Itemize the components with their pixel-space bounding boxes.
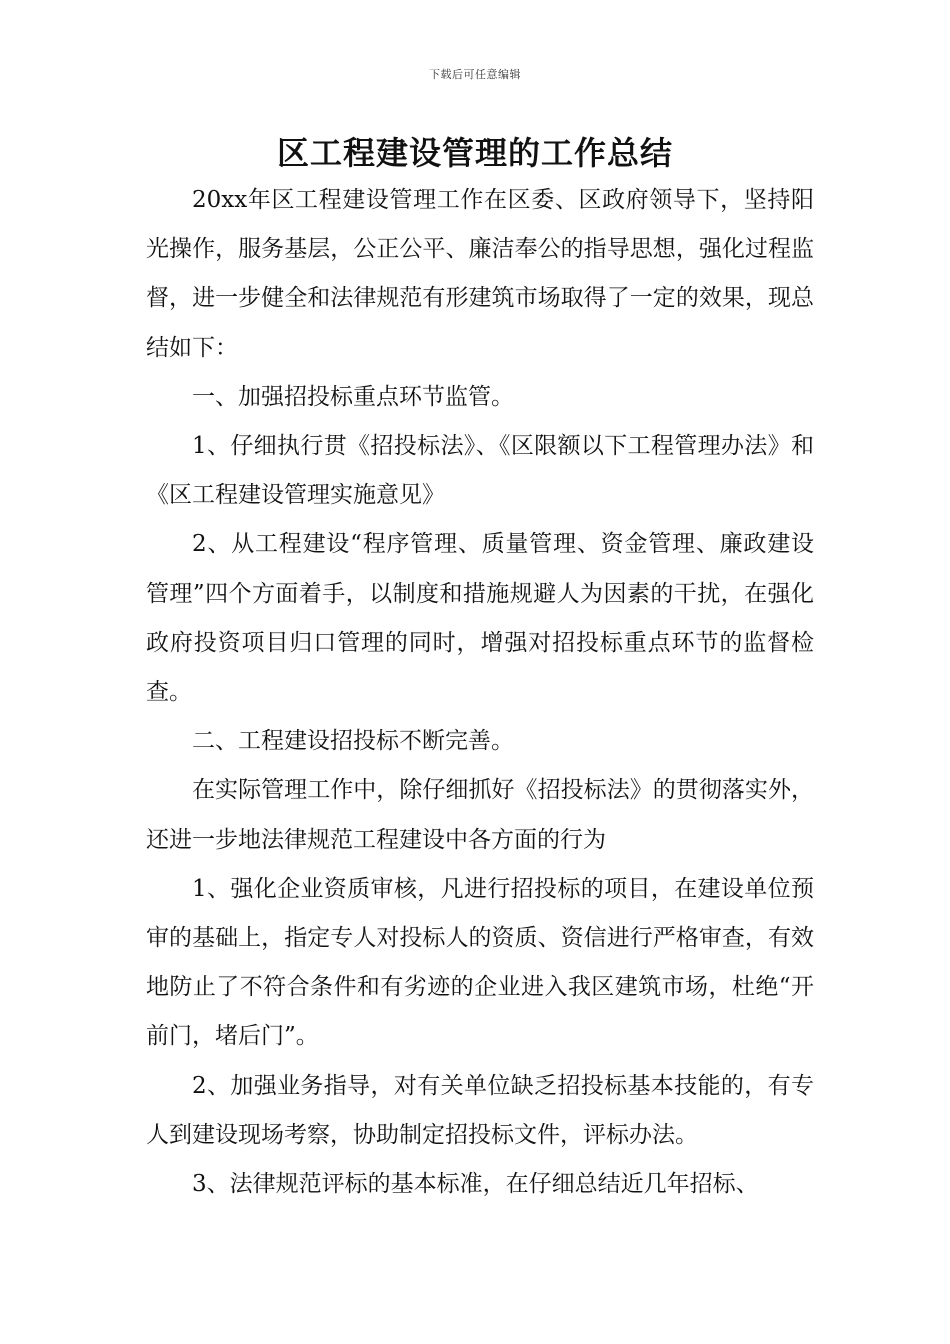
paragraph-text: 在实际管理工作中，除仔细抓好《招投标法》的贯彻落实外，还进一步地法律规范工程建设中各方面的行为 [146,777,814,853]
header-note: 下载后可任意编辑 [429,68,521,81]
paragraph-item: 3、法律规范评标的基本标准，在仔细总结近几年招标、 [192,1171,759,1198]
paragraph-item: 2、从工程建设“程序管理、质量管理、资金管理、廉政建设管理”四个方面着手，以制度和措施规避人为因素的干扰，在强化政府投资项目归口管理的同时，增强对招投标重点环节的监督检查。 [146,531,814,706]
paragraph-intro: 20xx年区工程建设管理工作在区委、区政府领导下，坚持阳光操作，服务基层，公正公平、廉洁奉公的指导思想，强化过程监督，进一步健全和法律规范有形建筑市场取得了一定的效果，现总结如下： [146,187,814,361]
document-body [146,176,814,1209]
paragraph-item: 1、仔细执行贯《招投标法》、《区限额以下工程管理办法》和《区工程建设管理实施意见》 [146,433,814,509]
section-heading-2: 二、工程建设招投标不断完善。 [192,728,514,755]
paragraph-item: 2、加强业务指导，对有关单位缺乏招投标基本技能的，有专人到建设现场考察，协助制定招投标文件，评标办法。 [146,1072,814,1148]
document-title: 区工程建设管理的工作总结 [276,134,673,172]
paragraph-item: 1、强化企业资质审核，凡进行招投标的项目，在建设单位预审的基础上，指定专人对投标人的资质、资信进行严格审查，有效地防止了不符合条件和有劣迹的企业进入我区建筑市场，杜绝“开前门，堵后门”。 [146,875,814,1050]
section-heading-1: 一、加强招投标重点环节监管。 [192,383,514,410]
